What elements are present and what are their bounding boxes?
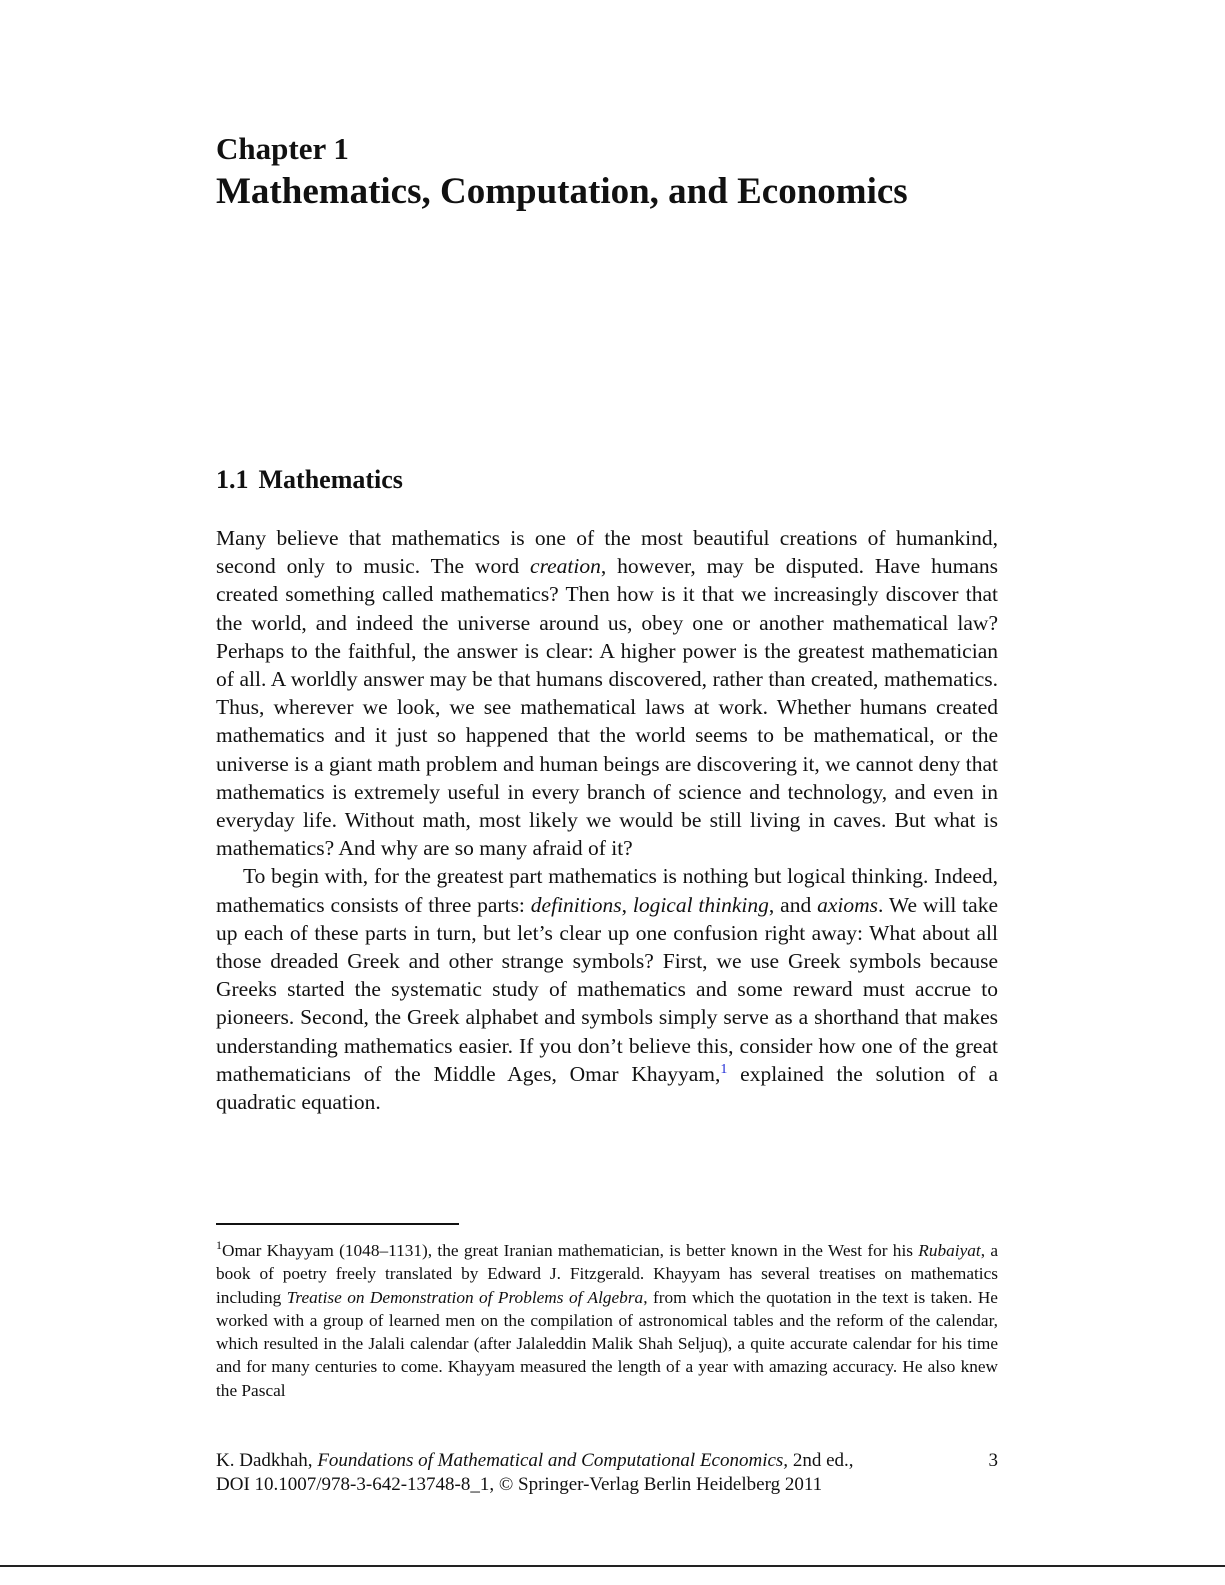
chapter-label: Chapter 1 [216, 131, 349, 166]
citation-author: K. Dadkhah, [216, 1450, 318, 1471]
text-run: , and [768, 892, 818, 917]
citation-line-1 [216, 1449, 936, 1473]
page-bottom-edge [0, 1565, 1225, 1567]
text-run: , however, may be disputed. Have humans created something called mathematics? Then how is it that we increasingly discover that the world, and indeed the universe around us, obey one or another mathematical law? Perhaps to the faithful, the answer is clear: A higher power is the greatest mathematician of all. A worldly answer may be that humans discovered, rather than created, mathematics. Thus, wherever we look, we see mathematical laws at work. Whether humans created mathematics and it just so happened that the world seems to be mathematical, or the universe is a giant math problem and human beings are discovering it, we cannot deny that mathematics is extremely useful in every branch of science and technology, and even in everyday life. Without math, most likely we would be still living in caves. But what is mathematics? And why are so many afraid of it? [216, 554, 999, 861]
text-run: To begin with, for the greatest part mathematics is nothing but logical thinking. Indeed, mathematics consists of three parts: [216, 864, 998, 917]
footnote-separator [216, 1223, 459, 1225]
emphasis: logical thinking [632, 892, 769, 917]
section-heading [216, 463, 403, 497]
text-run: . We will take up each of these parts in turn, but let’s clear up one confusion right away: What about all those dreaded Greek and other strange symbols? First, we use Greek symbols because Greeks started the systematic study of mathematics and some reward must accrue to pioneers. Second, the Greek alphabet and symbols simply serve as a shorthand that makes understanding mathematics easier. If you don’t believe this, consider how one of the great mathematicians of the Middle Ages, Omar Khayyam, [216, 892, 999, 1086]
section-number: 1.1 [216, 465, 249, 494]
emphasis: creation [530, 554, 601, 579]
emphasis: Rubaiyat [918, 1241, 981, 1260]
emphasis: Treatise on Demonstration of Problems of Algebra [286, 1287, 644, 1307]
section-title: Mathematics [258, 465, 403, 494]
chapter-title: Mathematics, Computation, and Economics [216, 171, 908, 212]
footnote-reference-link[interactable]: 1 [720, 1061, 728, 1077]
footnote-mark: 1 [216, 1238, 222, 1253]
text-run: Omar Khayyam (1048–1131), the great Iranian mathematician, is better known in the West for his [222, 1241, 919, 1260]
citation-book-title: Foundations of Mathematical and Computational Economics, [317, 1450, 789, 1471]
emphasis: definitions [530, 892, 622, 917]
body-text [216, 524, 998, 1116]
text-run: , a book of poetry freely translated by Edward J. Fitzgerald. Khayyam has several treatises on mathematics including [216, 1241, 998, 1307]
citation [216, 1449, 936, 1497]
citation-edition: 2nd ed., [788, 1450, 854, 1471]
emphasis: axioms [817, 892, 879, 917]
text-run: , [621, 892, 633, 917]
text-run: explained the solution of a quadratic equation. [216, 1061, 998, 1115]
paragraph-2 [216, 862, 998, 1116]
text-run: Many believe that mathematics is one of the most beautiful creations of humankind, second only to music. The word [216, 526, 998, 579]
text-run: , from which the quotation in the text is taken. He worked with a group of learned men on the compilation of astronomical tables and the reform of the calendar, which resulted in the Jalali calendar (after Jalaleddin Malik Shah Seljuq), a quite accurate calendar for his time and for many centuries to come. Khayyam measured the length of a year with amazing accuracy. He also knew the Pascal [216, 1287, 998, 1400]
page-number: 3 [988, 1450, 998, 1471]
footnote-1 [216, 1239, 998, 1402]
citation-doi: DOI 10.1007/978-3-642-13748-8_1, © Springer-Verlag Berlin Heidelberg 2011 [216, 1474, 823, 1495]
paragraph-1 [216, 524, 998, 862]
